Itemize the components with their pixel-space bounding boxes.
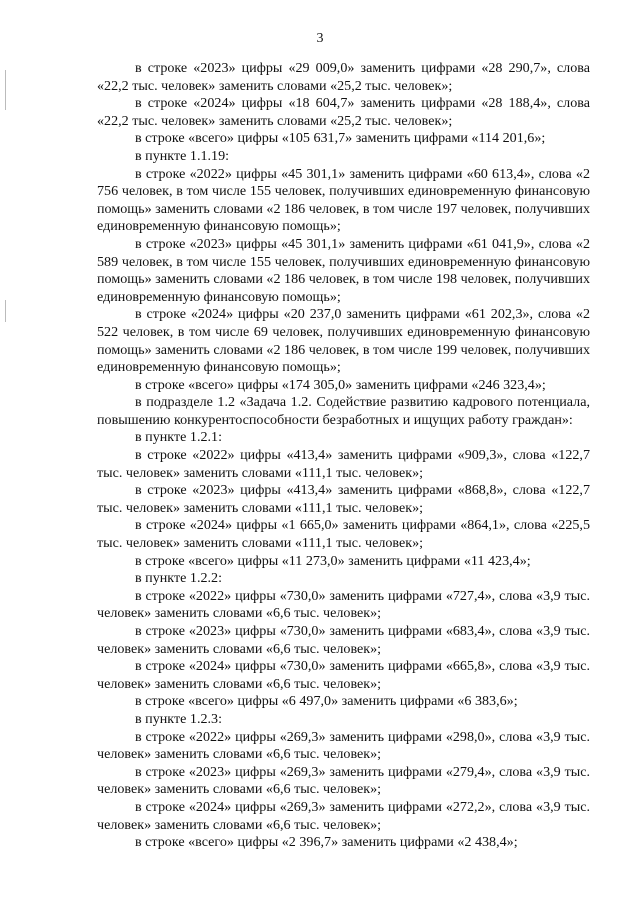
paragraph: в подразделе 1.2 «Задача 1.2. Содействие развитию кадрового потенциала, повышению конкурентоспособности безработных и ищущих работу граждан»: [97,394,590,428]
paragraph: в строке «2024» цифры «269,3» заменить цифрами «272,2», слова «3,9 тыс. человек» заменить словами «6,6 тыс. человек»; [97,798,590,833]
document-body [97,60,590,852]
paragraph: в строке «2022» цифры «730,0» заменить цифрами «727,4», слова «3,9 тыс. человек» заменить словами «6,6 тыс. человек»; [97,587,590,622]
paragraph: в пункте 1.2.3: [135,710,223,727]
paragraph: в строке «2024» цифры «730,0» заменить цифрами «665,8», слова «3,9 тыс. человек» заменить словами «6,6 тыс. человек»; [97,658,590,692]
paragraph: в строке «всего» цифры «105 631,7» заменить цифрами «114 201,6»; [135,130,546,147]
paragraph: в строке «2023» цифры «269,3» заменить цифрами «279,4», слова «3,9 тыс. человек» заменить словами «6,6 тыс. человек»; [97,763,590,798]
paragraph: в строке «2024» цифры «20 237,0 заменить цифрами «61 202,3», слова «2 522 человек, в том числе 69 человек, получивших единовременную финансовую помощь» заменить словами «2 186 человек, в том числе 199 человек, получивших единовременную финансовую помощь»; [97,306,590,376]
paragraph: в строке «2022» цифры «45 301,1» заменить цифрами «60 613,4», слова «2 756 человек, в том числе 155 человек, получивших единовременную финансовую помощь» заменить словами «2 186 человек, в том числе 197 человек, получивших единовременную финансовую помощь»; [97,165,590,235]
paragraph: в строке «2023» цифры «730,0» заменить цифрами «683,4», слова «3,9 тыс. человек» заменить словами «6,6 тыс. человек»; [97,623,590,657]
paragraph: в строке «2023» цифры «29 009,0» заменить цифрами «28 290,7», слова «22,2 тыс. человек» заменить словами «25,2 тыс. человек»; [97,60,590,94]
paragraph: в строке «всего» цифры «174 305,0» заменить цифрами «246 323,4»; [135,376,546,393]
paragraph: в строке «всего» цифры «11 273,0» заменить цифрами «11 423,4»; [135,552,531,569]
paragraph: в строке «2024» цифры «18 604,7» заменить цифрами «28 188,4», слова «22,2 тыс. человек» заменить словами «25,2 тыс. человек»; [97,95,590,129]
paragraph: в строке «2023» цифры «413,4» заменить цифрами «868,8», слова «122,7 тыс. человек» заменить словами «111,1 тыс. человек»; [97,482,590,516]
paragraph: в строке «2022» цифры «413,4» заменить цифрами «909,3», слова «122,7 тыс. человек» заменить словами «111,1 тыс. человек»; [97,447,590,481]
paragraph: в строке «всего» цифры «2 396,7» заменить цифрами «2 438,4»; [135,834,518,851]
page-number: 3 [316,31,324,46]
paragraph: в строке «2022» цифры «269,3» заменить цифрами «298,0», слова «3,9 тыс. человек» заменить словами «6,6 тыс. человек»; [97,728,590,763]
paragraph: в пункте 1.1.19: [135,147,230,164]
paragraph: в строке «2023» цифры «45 301,1» заменить цифрами «61 041,9», слова «2 589 человек, в том числе 155 человек, получивших единовременную финансовую помощь» заменить словами «2 186 человек, в том числе 198 человек, получивших единовременную финансовую помощь»; [97,235,590,305]
paragraph: в пункте 1.2.2: [135,570,223,587]
scan-margin-mark [5,300,6,322]
paragraph: в строке «всего» цифры «6 497,0» заменить цифрами «6 383,6»; [135,693,518,710]
paragraph: в строке «2024» цифры «1 665,0» заменить цифрами «864,1», слова «225,5 тыс. человек» заменить словами «111,1 тыс. человек»; [97,517,590,552]
paragraph: в пункте 1.2.1: [135,429,223,446]
scan-margin-mark [5,70,6,110]
